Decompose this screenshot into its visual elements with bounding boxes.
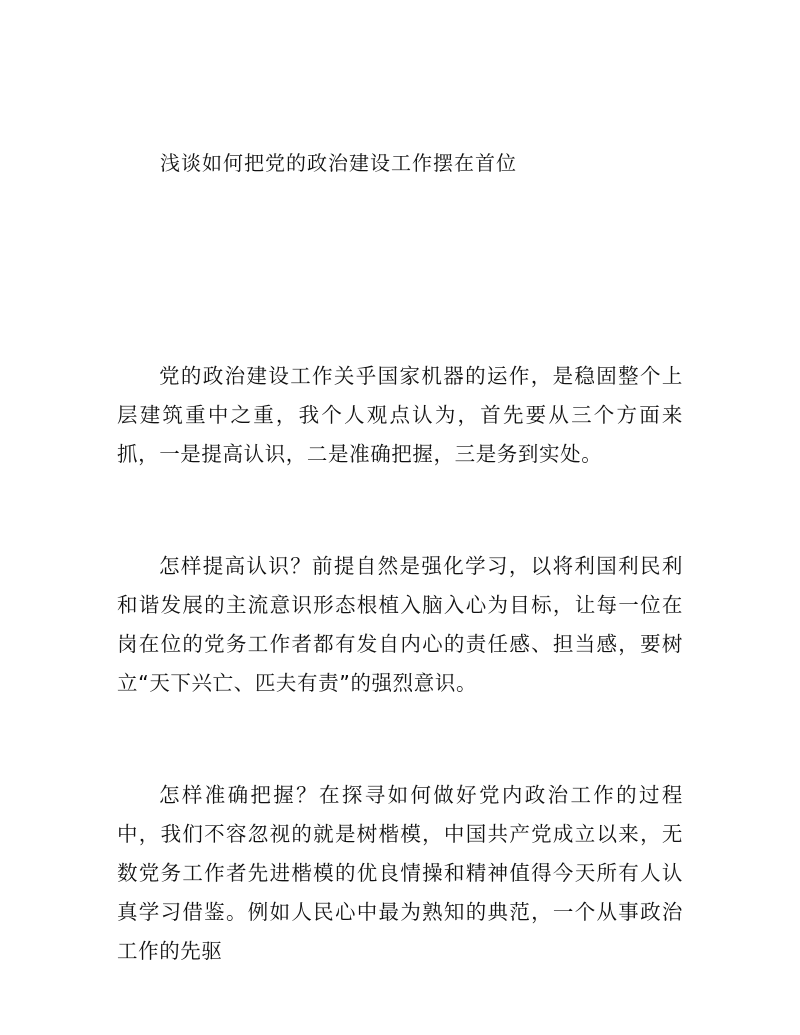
document-title: 浅谈如何把党的政治建设工作摆在首位 xyxy=(160,151,517,175)
paragraph-accurate-grasp: 怎样准确把握？在探寻如何做好党内政治工作的过程中，我们不容忽视的就是树楷模，中国共产党成立以来，无数党务工作者先进楷模的优良情操和精神值得今天所有人认真学习借鉴。例如人民心中最为熟知的典范，一个从事政治工作的先驱 xyxy=(117,783,683,963)
paragraph-intro: 党的政治建设工作关乎国家机器的运作，是稳固整个上层建筑重中之重，我个人观点认为，首先要从三个方面来抓，一是提高认识，二是准确把握，三是务到实处。 xyxy=(117,364,683,466)
paragraph-improve-awareness: 怎样提高认识？前提自然是强化学习，以将利国利民利和谐发展的主流意识形态根植入脑入心为目标，让每一位在岗在位的党务工作者都有发自内心的责任感、担当感，要树立“天下兴亡、匹夫有责”的强烈意识。 xyxy=(117,554,683,695)
